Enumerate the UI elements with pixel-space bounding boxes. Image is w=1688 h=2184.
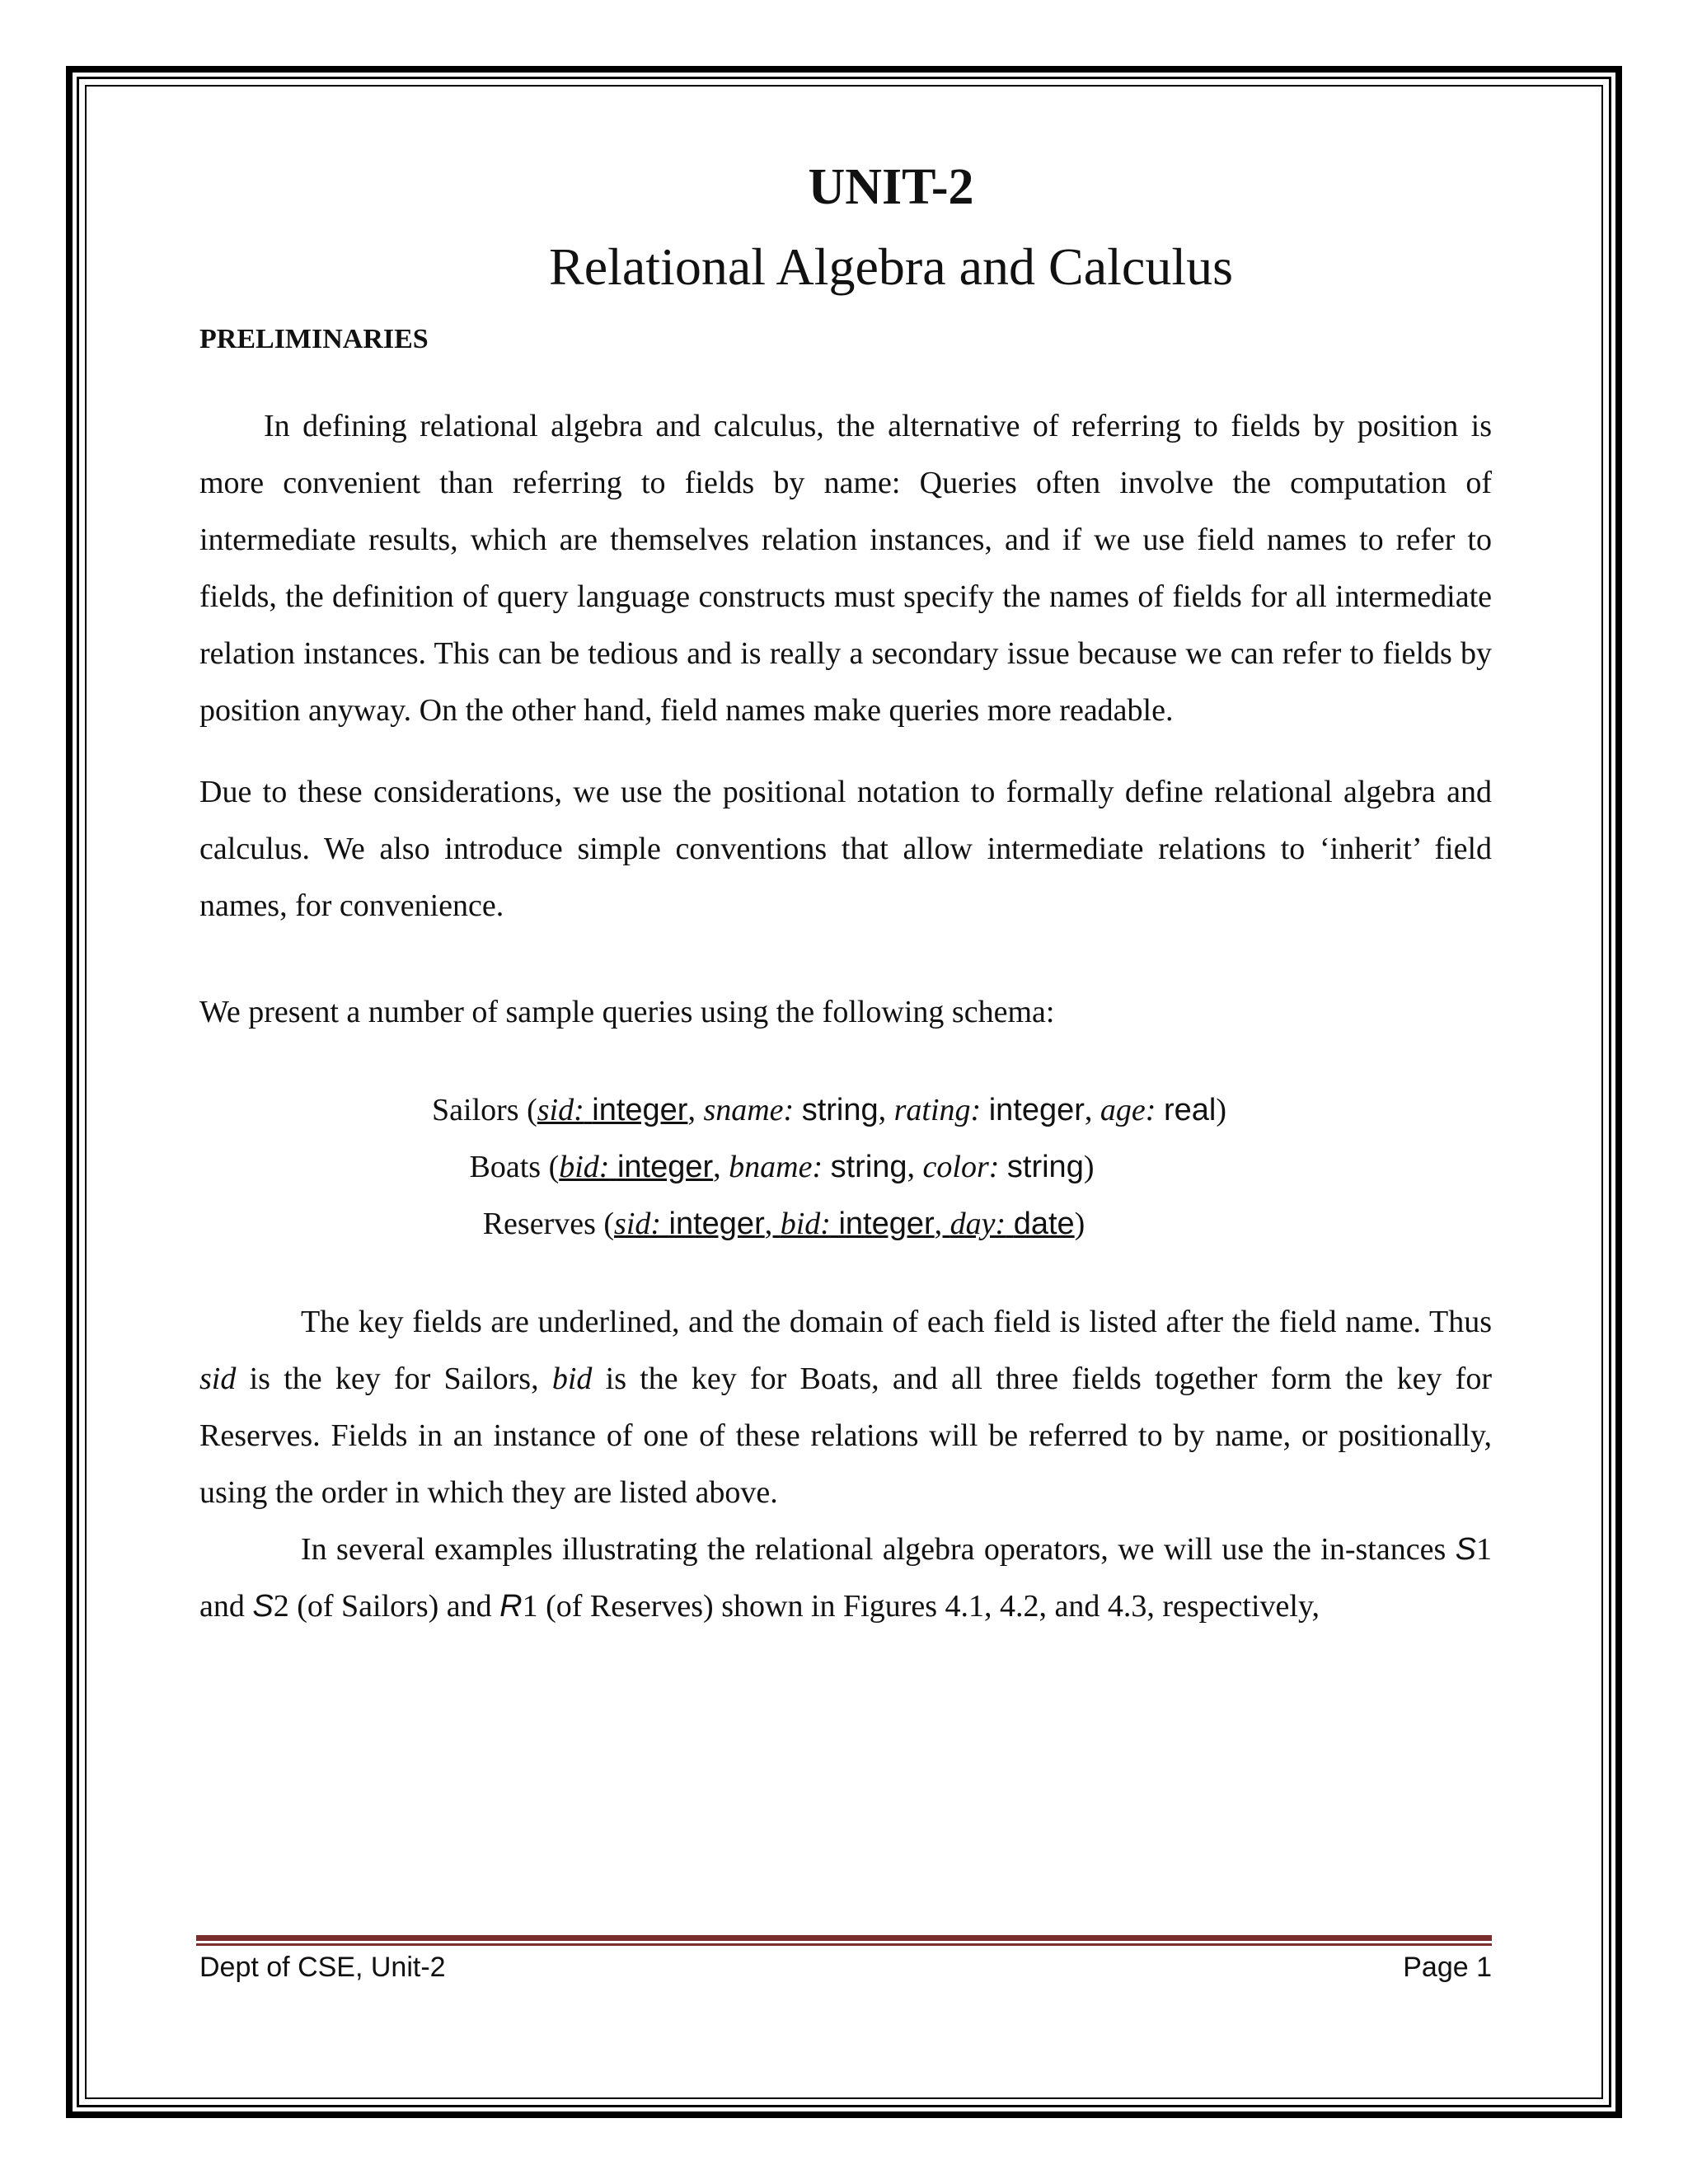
relation-name: Sailors: [432, 1093, 519, 1128]
field-type: integer: [988, 1093, 1085, 1128]
paragraph-5: [199, 1521, 1492, 1635]
text-run-italic: S: [1455, 1532, 1476, 1568]
paragraph-1: In defining relational algebra and calculus, the alternative of referring to fields by position is more convenient than referring to fields by name: Queries often involve the computation of intermediate results, which are themselves relation instances, and if we use field names to refer to fields, the definition of query language constructs must specify the names of fields for all intermediate relation instances. This can be tedious and is really a secondary issue because we can refer to fields by position anyway. On the other hand, field names make queries more readable.: [199, 409, 1492, 729]
paragraph-4: [199, 1294, 1492, 1521]
field-name: color:: [922, 1150, 1000, 1185]
text-run: In several examples illustrating the relational algebra operators, we will use the in-stances: [301, 1532, 1456, 1568]
footer-rule-thin: [196, 1943, 1492, 1946]
text-run: 1 and: [199, 1532, 1492, 1624]
field-type: integer: [838, 1207, 935, 1242]
field-type: date: [1013, 1207, 1075, 1242]
schema-reserves: Reserves (sid: integer, bid: integer, day: date): [482, 1207, 1085, 1242]
field-type: string: [1006, 1150, 1084, 1185]
unit-title: UNIT-2: [808, 159, 974, 215]
schema-boats: Boats (bid: integer, bname: string, color: string): [469, 1150, 1095, 1185]
field-name: age:: [1100, 1093, 1156, 1128]
field-type: integer: [592, 1093, 688, 1128]
field-type: string: [830, 1150, 907, 1185]
footer-left-text: Dept of CSE, Unit-2: [199, 1952, 446, 1983]
text-run: is the key for Sailors,: [236, 1361, 552, 1397]
text-run: 2 (of Sailors) and: [273, 1589, 500, 1624]
paragraph-3: We present a number of sample queries using the following schema:: [199, 995, 1055, 1030]
field-type: real: [1163, 1093, 1217, 1128]
page-number: Page 1: [1403, 1952, 1492, 1983]
footer-rule: [196, 1935, 1492, 1941]
schema-sailors: Sailors (sid: integer, sname: string, rating: integer, age: real): [432, 1093, 1226, 1128]
chapter-subtitle: Relational Algebra and Calculus: [549, 237, 1233, 297]
field-type: integer: [668, 1207, 765, 1242]
field-name: sid:: [537, 1093, 584, 1128]
field-name: sname:: [703, 1093, 795, 1128]
field-name: sid:: [614, 1207, 662, 1242]
field-name: day:: [950, 1207, 1006, 1242]
page-footer: [199, 1952, 1492, 1984]
text-run-italic: bid: [551, 1361, 593, 1397]
field-name: rating:: [893, 1093, 982, 1128]
relation-name: Reserves: [482, 1207, 596, 1242]
text-run: 1 (of Reserves) shown in Figures 4.1, 4.2, and 4.3, respectively,: [522, 1589, 1320, 1624]
field-name: bid:: [559, 1150, 610, 1185]
field-name: bname:: [729, 1150, 823, 1185]
text-run-italic: sid: [199, 1361, 237, 1397]
field-name: bid:: [780, 1207, 831, 1242]
text-run-italic: R: [499, 1589, 523, 1624]
page-content: [199, 157, 1492, 1635]
section-heading: PRELIMINARIES: [199, 324, 429, 355]
text-run: The key fields are underlined, and the domain of each field is listed after the field name. Thus: [301, 1305, 1492, 1340]
field-type: integer: [617, 1150, 714, 1185]
relation-name: Boats: [469, 1150, 542, 1185]
paragraph-2: Due to these considerations, we use the positional notation to formally define relational algebra and calculus. We also introduce simple conventions that allow intermediate relations to ‘inherit’ field names, for convenience.: [199, 775, 1492, 924]
schema-block: [199, 1082, 1492, 1253]
text-run: is the key for Boats, and all three fields together form the key for Reserves. Fields in an instance of one of these relations will be referred to by name, or positionally, using the order in which they are listed above.: [199, 1361, 1492, 1511]
text-run-italic: S: [252, 1589, 274, 1624]
field-type: string: [801, 1093, 879, 1128]
